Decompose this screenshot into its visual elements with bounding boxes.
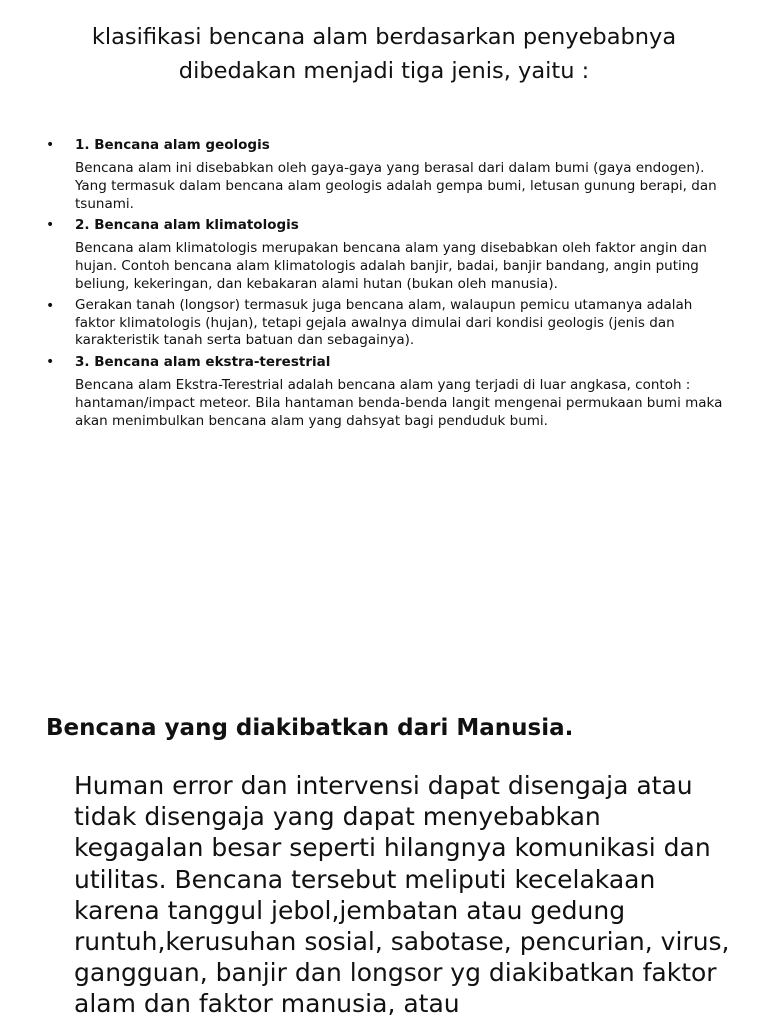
item-paragraph: Bencana alam ini disebabkan oleh gaya-gaya yang berasal dari dalam bumi (gaya endogen). Yang termasuk dalam bencana alam geologis adalah gempa bumi, letusan gunung berapi, dan tsunami. xyxy=(75,160,717,212)
slide-2 xyxy=(0,680,768,1024)
list-item-ekstra-terestrial xyxy=(46,353,736,372)
bullet-marker: • xyxy=(46,137,55,153)
slide-2-body: Human error dan intervensi dapat disengaja atau tidak disengaja yang dapat menyebabkan kegagalan besar seperti hilangnya komunikasi dan utilitas. Bencana tersebut meliputi kecelakaan karena tanggul jebol,jembatan atau gedung runtuh,kerusuhan sosial, sabotase, pencurian, virus, gangguan, banjir dan longsor yg diakibatkan faktor alam dan faktor manusia, atau xyxy=(74,771,730,1019)
list-item-geologis xyxy=(46,136,736,155)
item-paragraph: Bencana alam klimatologis merupakan bencana alam yang disebabkan oleh faktor angin dan hujan. Contoh bencana alam klimatologis adalah banjir, badai, banjir bandang, angin puting beliung, kekeringan, dan kebakaran alami hutan (bukan oleh manusia). xyxy=(75,240,707,292)
bullet-marker: • xyxy=(46,297,55,314)
item-paragraph: Bencana alam Ekstra-Terestrial adalah bencana alam yang terjadi di luar angkasa, contoh : hantaman/impact meteor. Bila hantaman benda-benda langit mengenai permukaan bumi maka akan menimbulkan bencana alam yang dahsyat bagi penduduk bumi. xyxy=(75,377,723,429)
item-heading: 1. Bencana alam geologis xyxy=(75,137,270,153)
slide-title-line-1: klasifikasi bencana alam berdasarkan penyebabnya xyxy=(91,24,677,50)
slide-2-heading: Bencana yang diakibatkan dari Manusia. xyxy=(46,715,574,741)
list-item-klimatologis xyxy=(46,216,736,235)
list-item-longsor xyxy=(46,297,736,350)
item-text: Gerakan tanah (longsor) termasuk juga bencana alam, walaupun pemicu utamanya adalah faktor klimatologis (hujan), tetapi gejala awalnya dimulai dari kondisi geologis (jenis dan karakteristik tanah serta batuan dan sebagainya). xyxy=(75,296,693,349)
bullet-marker: • xyxy=(46,354,55,371)
item-heading: 2. Bencana alam klimatologis xyxy=(75,217,299,234)
bullet-list xyxy=(46,136,736,434)
slide-title-line-2: dibedakan menjadi tiga jenis, yaitu : xyxy=(178,58,590,84)
item-heading: 3. Bencana alam ekstra-terestrial xyxy=(75,354,331,371)
bullet-marker: • xyxy=(46,217,55,234)
slide-title xyxy=(40,20,728,88)
